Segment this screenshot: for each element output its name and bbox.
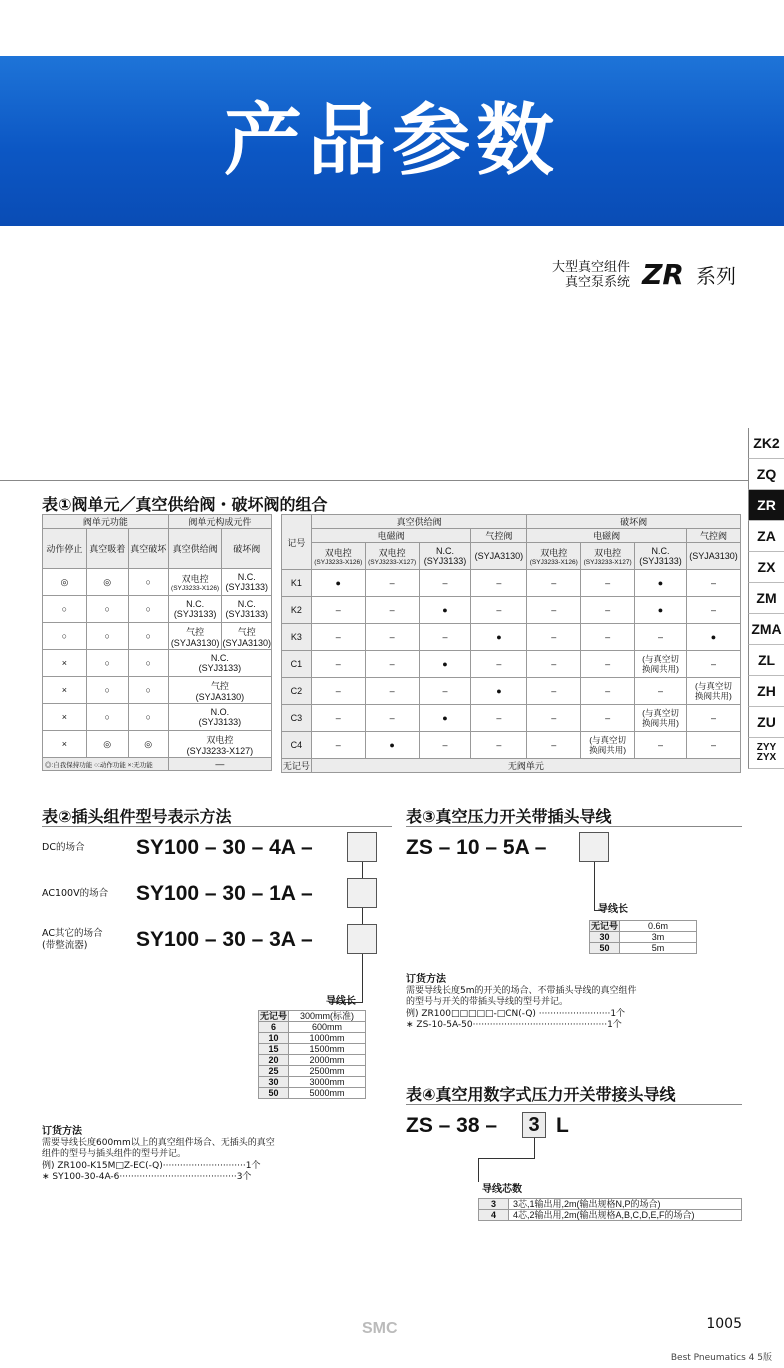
- cell: ×: [43, 704, 87, 731]
- t1r-row-code: K3: [282, 624, 312, 651]
- t2-label-acother-2: (带整流器): [42, 940, 88, 951]
- lead-key: 20: [259, 1055, 289, 1066]
- cell: ○: [43, 623, 87, 650]
- t1r-cell: (与真空切 换阀共用): [686, 678, 740, 705]
- legend-note: ◎:自我保持功能 ○:动作功能 ×:无功能: [43, 758, 169, 771]
- t1r-break: 破坏阀: [527, 515, 741, 529]
- t1-row: [43, 731, 272, 758]
- series-suffix: 系列: [696, 264, 736, 288]
- t1r-body: [282, 570, 741, 759]
- t3-order-line: ∗ ZS-10-5A-50···············································1个: [406, 1020, 622, 1030]
- t1r-cell: –: [635, 678, 687, 705]
- cell: ◎: [128, 731, 168, 758]
- t2-code-ac100: SY100 – 30 – 1A –: [136, 882, 313, 905]
- cell-text: N.C.: [210, 653, 229, 663]
- tab-zm[interactable]: ZM: [748, 583, 784, 614]
- t1r-sub: [471, 543, 527, 570]
- t1r-sub-a: (SYJA3130): [689, 551, 738, 561]
- lead-value: 5000mm: [289, 1088, 366, 1099]
- t1r-sub-b: (SYJ3233-X126): [314, 558, 363, 566]
- t1r-cell: –: [686, 570, 740, 597]
- lead-row: [259, 1044, 366, 1055]
- cell-text: 双电控: [206, 734, 234, 745]
- cell: [222, 569, 272, 596]
- t3-lead-table: [589, 920, 697, 954]
- t1r-row: [282, 732, 741, 759]
- t1r-none-text: 无阀单元: [311, 759, 740, 773]
- cell-sub: (SYJ3133): [173, 609, 217, 619]
- cell-text: 气控: [210, 680, 229, 691]
- t2-label-acother: [42, 928, 102, 952]
- lead-key: 15: [259, 1044, 289, 1055]
- table4-rule: [406, 1104, 742, 1105]
- t1r-row-code: C1: [282, 651, 312, 678]
- t1r-none-code: 无记号: [282, 759, 312, 773]
- t1-row: [43, 677, 272, 704]
- t1r-sub-a: 双电控: [378, 547, 406, 558]
- t1-row: [43, 650, 272, 677]
- cell-sub: (SYJ3233-X127): [186, 745, 254, 756]
- t1r-cell: ●: [471, 624, 527, 651]
- t3-order-head: 订货方法: [406, 974, 446, 985]
- t1r-cell: –: [581, 597, 635, 624]
- tab-zyx: ZYX: [756, 752, 777, 763]
- cell-sub: (SYJ3133): [198, 717, 242, 727]
- t1r-cell: –: [365, 597, 419, 624]
- t2-code-box-acother[interactable]: [347, 924, 377, 954]
- t1r-sub-b: (SYJ3233-X126): [529, 558, 578, 566]
- series-subtitle: [552, 260, 630, 290]
- cell: ○: [86, 596, 128, 623]
- t1r-sub: [635, 543, 687, 570]
- t2-label-ac100: AC100V的场合: [42, 888, 109, 899]
- top-banner: [0, 56, 784, 226]
- lead-row: [479, 1210, 742, 1221]
- t1r-cell: –: [471, 705, 527, 732]
- t1r-sub-a: (SYJA3130): [474, 551, 524, 561]
- t3-order-line: 例) ZR100□□□□□-□CN(-Q) ·························1个: [406, 1008, 626, 1019]
- cell: ○: [128, 677, 168, 704]
- t3-code-box[interactable]: [579, 832, 609, 862]
- table1-title: 表①阀单元／真空供给阀・破坏阀的组合: [42, 495, 328, 514]
- t1r-sub: [419, 543, 471, 570]
- tab-zk2[interactable]: ZK2: [748, 428, 784, 459]
- cell: —: [168, 758, 271, 771]
- table4-title: 表④真空用数字式压力开关带接头导线: [406, 1085, 676, 1104]
- lead-value: 600mm: [289, 1022, 366, 1033]
- lead-row: [590, 921, 697, 932]
- t1r-cell: ●: [635, 597, 687, 624]
- t1r-cell: –: [581, 651, 635, 678]
- tab-zh[interactable]: ZH: [748, 676, 784, 707]
- cell: ○: [128, 596, 168, 623]
- t1r-cell: –: [635, 624, 687, 651]
- lead-value: 1500mm: [289, 1044, 366, 1055]
- t1-group2: 阀单元构成元件: [168, 515, 271, 529]
- cell-sub: (SYJA3130): [222, 637, 271, 648]
- lead-key: 50: [590, 943, 620, 954]
- t1r-cell: –: [365, 570, 419, 597]
- connector: [362, 954, 363, 1002]
- lead-key: 30: [590, 932, 620, 943]
- t1r-sub: [311, 543, 365, 570]
- t1r-sub-a: N.C.: [435, 546, 454, 556]
- t1r-cell: –: [471, 597, 527, 624]
- cell: ×: [43, 650, 87, 677]
- t1r-sub-a: N.C.: [651, 546, 670, 556]
- cell-text: N.C.: [186, 599, 205, 609]
- t1r-cell: –: [419, 570, 471, 597]
- cell: ○: [43, 596, 87, 623]
- t1r-row: [282, 624, 741, 651]
- tab-zyy: ZYY: [756, 742, 777, 753]
- t4-code-a: ZS – 38 –: [406, 1114, 498, 1137]
- t2-order-head: 订货方法: [42, 1126, 82, 1137]
- cell-text: 双电控: [181, 573, 209, 584]
- t1r-cell: –: [527, 732, 581, 759]
- t1r-cell: ●: [471, 678, 527, 705]
- side-tabs: [748, 428, 784, 769]
- cell: [168, 596, 222, 623]
- t1r-cell: –: [686, 651, 740, 678]
- t4-lead-table: [478, 1198, 742, 1221]
- t1r-cell: ●: [419, 705, 471, 732]
- t1r-cell: –: [365, 705, 419, 732]
- banner-title: 产品参数: [223, 96, 560, 186]
- page-number: 1005: [706, 1316, 742, 1332]
- t1-row: [43, 704, 272, 731]
- lead-value: 2000mm: [289, 1055, 366, 1066]
- t1r-row: [282, 705, 741, 732]
- t1r-cell: –: [471, 570, 527, 597]
- cell-sub: (SYJA3130): [170, 637, 220, 648]
- t2-code-dc: SY100 – 30 – 4A –: [136, 836, 313, 859]
- connector: [362, 862, 363, 878]
- lead-key: 6: [259, 1022, 289, 1033]
- t1r-row-code: K2: [282, 597, 312, 624]
- t1r-cell: ●: [311, 570, 365, 597]
- lead-value: 3000mm: [289, 1077, 366, 1088]
- table3-title: 表③真空压力开关带插头导线: [406, 807, 612, 826]
- t1r-cell: ●: [365, 732, 419, 759]
- cell: ○: [128, 704, 168, 731]
- t1r-cell: –: [311, 678, 365, 705]
- t1r-row-code: C3: [282, 705, 312, 732]
- lead-row: [479, 1199, 742, 1210]
- connector: [534, 1138, 535, 1158]
- lead-value: 3m: [620, 932, 697, 943]
- table1-right: [281, 514, 741, 773]
- t1-col-suck: 真空吸着: [86, 529, 128, 569]
- lead-value: 3芯,1输出用,2m(输出规格N,P的场合): [509, 1199, 742, 1210]
- cell: ◎: [86, 731, 128, 758]
- cell-text: 气控: [186, 626, 205, 637]
- cell: ×: [43, 677, 87, 704]
- lead-key: 30: [259, 1077, 289, 1088]
- t1r-cell: –: [419, 678, 471, 705]
- t1r-sub-a: 双电控: [324, 547, 352, 558]
- lead-row: [259, 1077, 366, 1088]
- t2-order-line: 需要导线长度600mm以上的真空组件场合、无插头的真空: [42, 1137, 275, 1148]
- t1r-sub-a: 双电控: [540, 547, 568, 558]
- t1r-row-code: C2: [282, 678, 312, 705]
- t1-note-row: [43, 758, 272, 771]
- t1r-row: [282, 597, 741, 624]
- cell-sub: (SYJA3130): [195, 691, 245, 702]
- t1r-cell: –: [311, 732, 365, 759]
- tab-zl[interactable]: ZL: [748, 645, 784, 676]
- t1r-cell: ●: [635, 570, 687, 597]
- lead-key: 50: [259, 1088, 289, 1099]
- t4-lead-label: 导线芯数: [482, 1184, 522, 1195]
- table2-title: 表②插头组件型号表示方法: [42, 807, 232, 826]
- cell: ○: [128, 569, 168, 596]
- cell: [222, 596, 272, 623]
- footer-brand: Best Pneumatics 4 5版: [670, 1353, 772, 1363]
- t1r-cell: –: [365, 678, 419, 705]
- connector: [362, 908, 363, 924]
- t1r-cell: –: [527, 597, 581, 624]
- tab-zyy-zyx[interactable]: [748, 738, 784, 769]
- t1r-pilot: 气控阀: [471, 529, 527, 543]
- t1r-cell: –: [365, 651, 419, 678]
- t2-order-line: 组件的型号与插头组件的型号并记。: [42, 1149, 187, 1159]
- table3-rule: [406, 826, 742, 827]
- t1-row: [43, 596, 272, 623]
- t3-order-line: 需要导线长度5m的开关的场合、不带插头导线的真空组件: [406, 985, 637, 996]
- t1-group1: 阀单元功能: [43, 515, 169, 529]
- t1r-cell: –: [581, 624, 635, 651]
- lead-key: 无记号: [590, 921, 618, 931]
- t4-code-box[interactable]: 3: [522, 1112, 546, 1138]
- cell-text: N.C.: [237, 599, 256, 609]
- cell: ×: [43, 731, 87, 758]
- t1-row: [43, 569, 272, 596]
- t1r-solenoid: 电磁阀: [311, 529, 471, 543]
- t2-order: [42, 1126, 275, 1184]
- lead-key: 无记号: [259, 1011, 287, 1021]
- t1r-sub-b: (SYJ3233-X127): [368, 558, 417, 566]
- lead-value: 1000mm: [289, 1033, 366, 1044]
- t3-order: [406, 974, 637, 1032]
- cell: [168, 704, 271, 731]
- cell: ◎: [43, 569, 87, 596]
- lead-value: 5m: [620, 943, 697, 954]
- t1r-cell: –: [311, 651, 365, 678]
- t1r-sub: [686, 543, 740, 570]
- t1r-sub: [527, 543, 581, 570]
- t1r-cell: (与真空切 换阀共用): [581, 732, 635, 759]
- t1r-sub-b: (SYJ3133): [423, 556, 467, 566]
- lead-value: 2500mm: [289, 1066, 366, 1077]
- t1r-cell: –: [581, 570, 635, 597]
- cell-sub: (SYJ3233-X126): [171, 584, 220, 592]
- tab-zr[interactable]: ZR: [748, 490, 784, 521]
- cell: [168, 731, 271, 758]
- tab-zx[interactable]: ZX: [748, 552, 784, 583]
- t1-col-supplyvalve: 真空供给阀: [168, 529, 222, 569]
- t2-code-box-ac100[interactable]: [347, 878, 377, 908]
- t1r-pilot-2: 气控阀: [686, 529, 740, 543]
- cell-text: 气控: [237, 626, 256, 637]
- t1r-cell: –: [686, 705, 740, 732]
- t1r-cell: ●: [686, 624, 740, 651]
- t1-col-breakvalve: 破坏阀: [222, 529, 272, 569]
- t4-code-b: L: [556, 1114, 569, 1137]
- t1r-cell: –: [686, 732, 740, 759]
- t1r-cell: –: [686, 597, 740, 624]
- connector: [478, 1158, 479, 1182]
- t2-code-acother: SY100 – 30 – 3A –: [136, 928, 313, 951]
- t1-row: [43, 623, 272, 650]
- connector: [478, 1158, 535, 1159]
- t1r-sub-b: (SYJ3233-X127): [583, 558, 632, 566]
- t2-lead-label: 导线长: [326, 996, 356, 1007]
- t1r-cell: –: [311, 705, 365, 732]
- tab-za[interactable]: ZA: [748, 521, 784, 552]
- cell-sub: (SYJ3133): [225, 582, 268, 592]
- t1r-cell: ●: [419, 597, 471, 624]
- t3-order-line: 的型号与开关的带插头导线的型号并记。: [406, 997, 569, 1007]
- lead-row: [259, 1033, 366, 1044]
- t1r-solenoid-2: 电磁阀: [527, 529, 687, 543]
- t2-lead-table: [258, 1010, 366, 1099]
- t1r-row: [282, 678, 741, 705]
- t1r-cell: (与真空切 换阀共用): [635, 651, 687, 678]
- t1r-row-code: C4: [282, 732, 312, 759]
- t1r-supply: 真空供给阀: [311, 515, 527, 529]
- t1r-code-header: 记号: [282, 515, 312, 570]
- cell: ○: [86, 704, 128, 731]
- t1r-cell: –: [311, 597, 365, 624]
- series-line1: 大型真空组件: [551, 260, 630, 275]
- t1r-sub: [581, 543, 635, 570]
- lead-row: [590, 932, 697, 943]
- cell: ○: [128, 623, 168, 650]
- t2-order-line: ∗ SY100-30-4A-6·········································3个: [42, 1172, 252, 1182]
- t1r-cell: –: [635, 732, 687, 759]
- t2-order-line: 例) ZR100-K15M□Z-EC(-Q)·····························1个: [42, 1160, 261, 1171]
- t1r-row-code: K1: [282, 570, 312, 597]
- cell: ○: [86, 650, 128, 677]
- t1r-cell: –: [365, 624, 419, 651]
- cell: [168, 677, 271, 704]
- cell: [168, 623, 222, 650]
- lead-value: 4芯,2输出用,2m(输出规格A,B,C,D,E,F的场合): [509, 1210, 742, 1221]
- t2-label-acother-1: AC其它的场合: [42, 928, 103, 939]
- lead-key: 4: [479, 1210, 509, 1221]
- t1r-cell: –: [527, 651, 581, 678]
- t1r-cell: –: [527, 678, 581, 705]
- t1r-sub-a: 双电控: [594, 547, 622, 558]
- series-code: ZR: [642, 258, 684, 291]
- lead-row: [259, 1088, 366, 1099]
- lead-key: 3: [479, 1199, 509, 1210]
- t1r-cell: –: [471, 651, 527, 678]
- lead-row: [590, 943, 697, 954]
- t1r-cell: –: [581, 678, 635, 705]
- connector: [594, 862, 595, 910]
- t1-col-break: 真空破坏: [128, 529, 168, 569]
- t1r-cell: ●: [419, 651, 471, 678]
- cell-sub: (SYJ3133): [198, 663, 242, 673]
- t1r-row: [282, 651, 741, 678]
- cell: ○: [86, 623, 128, 650]
- series-line2: 真空泵系统: [564, 275, 630, 290]
- t1r-cell: –: [471, 732, 527, 759]
- t1r-row: [282, 570, 741, 597]
- section-divider: [0, 480, 748, 481]
- cell: ○: [86, 677, 128, 704]
- t2-label-dc: DC的场合: [42, 842, 85, 853]
- tab-zq[interactable]: ZQ: [748, 459, 784, 490]
- cell-sub: (SYJ3133): [225, 609, 268, 619]
- t1r-sub-b: (SYJ3133): [639, 556, 682, 566]
- cell: [168, 569, 222, 596]
- cell: ○: [128, 650, 168, 677]
- t1-col-stop: 动作停止: [43, 529, 87, 569]
- lead-row: [259, 1011, 366, 1022]
- cell-text: N.O.: [210, 707, 230, 717]
- lead-value: 0.6m: [620, 921, 697, 932]
- smc-logo: SMC: [362, 1320, 398, 1337]
- lead-row: [259, 1022, 366, 1033]
- cell: [168, 650, 271, 677]
- t1r-cell: –: [581, 705, 635, 732]
- t3-code: ZS – 10 – 5A –: [406, 836, 547, 859]
- t1r-cell: –: [311, 624, 365, 651]
- cell-text: N.C.: [237, 572, 256, 582]
- series-heading: [546, 260, 736, 292]
- lead-row: [259, 1055, 366, 1066]
- table2-rule: [42, 826, 392, 827]
- lead-value: 300mm(标准): [289, 1011, 366, 1022]
- tab-zma[interactable]: ZMA: [748, 614, 784, 645]
- tab-zu[interactable]: ZU: [748, 707, 784, 738]
- t1r-cell: –: [419, 732, 471, 759]
- t1r-cell: –: [527, 624, 581, 651]
- t1r-cell: (与真空切 换阀共用): [635, 705, 687, 732]
- t1r-sub: [365, 543, 419, 570]
- lead-key: 25: [259, 1066, 289, 1077]
- t1r-cell: –: [527, 570, 581, 597]
- t3-lead-label: 导线长: [598, 904, 628, 915]
- table1-left: [42, 514, 272, 771]
- cell: ◎: [86, 569, 128, 596]
- t2-code-box-dc[interactable]: [347, 832, 377, 862]
- cell: [222, 623, 272, 650]
- t1r-cell: –: [419, 624, 471, 651]
- t1r-cell: –: [527, 705, 581, 732]
- lead-key: 10: [259, 1033, 289, 1044]
- lead-row: [259, 1066, 366, 1077]
